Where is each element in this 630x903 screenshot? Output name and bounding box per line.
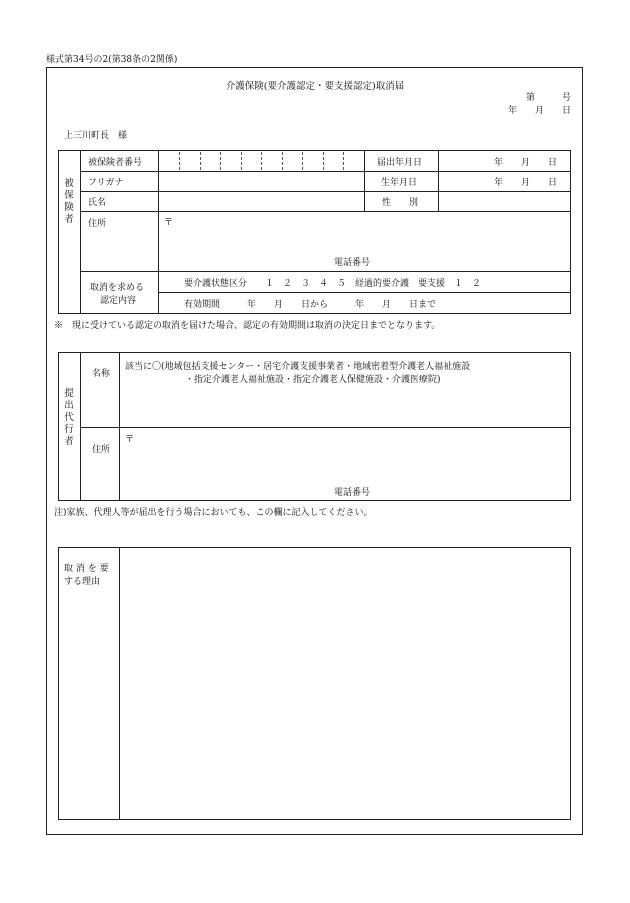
name-label: 氏名 — [88, 198, 107, 208]
form-title: 介護保険(要介護認定・要支援認定)取消届 — [225, 81, 405, 92]
reason-label-line2: する理由 — [64, 577, 101, 587]
filing-date-value: 年 月 日 — [494, 158, 558, 168]
furigana-label: フリガナ — [88, 178, 124, 188]
care-level-text: 要介護状態区分 １ ２ ３ ４ ５ 経過的要介護 要支援 １ ２ — [184, 279, 482, 289]
validity-text: 有効期間 年 月 日から 年 月 日まで — [184, 300, 437, 310]
agent-address-label: 住所 — [92, 445, 111, 455]
agent-phone-label: 電話番号 — [334, 488, 371, 498]
note-agent: 注)家族、代理人等が届出を行う場合においても、この欄に記入してください。 — [54, 508, 373, 518]
address-label: 住所 — [88, 219, 107, 229]
insured-section-label: 被保険者 — [64, 178, 74, 225]
agent-name-line2: ・指定介護老人福祉施設・指定介護老人保健施設・介護医療院) — [185, 375, 441, 385]
document-date: 年 月 日 — [508, 106, 572, 116]
filing-date-label: 届出年月日 — [377, 158, 423, 168]
note-cancellation: ※ 現に受けている認定の取消を届けた場合、認定の有効期間は取消の決定日までとなります。 — [54, 321, 441, 331]
phone-label: 電話番号 — [334, 258, 371, 268]
reason-label-line1: 取 消 を 要 — [64, 564, 109, 574]
agent-postal-mark: 〒 — [125, 435, 135, 445]
gender-label: 性 別 — [382, 198, 419, 208]
birth-date-label: 生年月日 — [381, 178, 418, 188]
cert-label-line2: 認定内容 — [100, 296, 137, 306]
document-number: 第 号 — [526, 93, 572, 103]
postal-mark: 〒 — [164, 218, 174, 228]
birth-date-value: 年 月 日 — [494, 178, 558, 188]
agent-name-line1: 該当に〇(地域包括支援センター・居宅介護支援事業者・地域密着型介護老人福祉施設 — [125, 362, 471, 372]
insured-number-label: 被保険者番号 — [88, 158, 143, 168]
form-number: 様式第34号の2(第38条の2関係) — [46, 55, 178, 65]
agent-section-label: 提出代行者 — [64, 388, 74, 447]
agent-name-label: 名称 — [92, 369, 111, 379]
addressee: 上三川町長 様 — [64, 131, 128, 141]
cert-label-line1: 取消を求める — [90, 283, 145, 293]
